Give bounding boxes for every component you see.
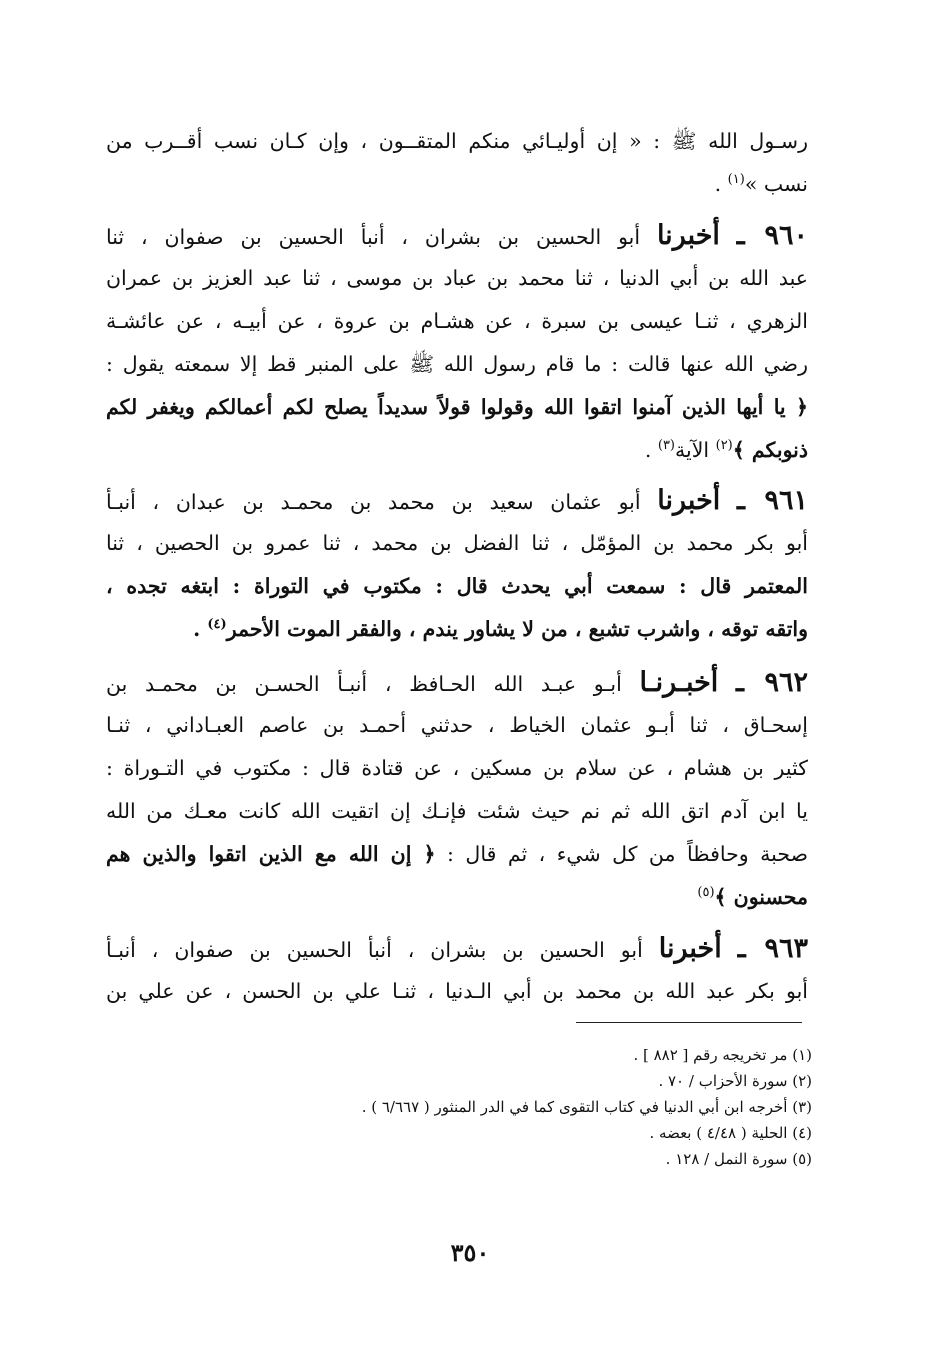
page-number: ٣٥٠ bbox=[450, 1238, 490, 1267]
footnote-3: (٣) أخرجه ابن أبي الدنيا في كتاب التقوى كما في الدر المنثور ( ٦/٦٦٧ ) . bbox=[361, 1098, 812, 1116]
text-line: محسنون ﴾$^{(٥)}$ bbox=[697, 885, 808, 909]
footnote-1: (١) مر تخريجه رقم [ ٨٨٢ ] . bbox=[633, 1046, 812, 1064]
text-line: عبد الله بن أبي الدنيا ، ثنا محمد بن عباد بن موسى ، ثنا عبد العزيز بن عمران bbox=[106, 266, 808, 290]
hadith-entry-963 bbox=[106, 927, 808, 1013]
text-line: ٩٦٠ ـ أخبرنا أبو الحسين بن بشران ، أنبأ الحسين بن صفوان ، ثنا bbox=[106, 220, 808, 251]
text-line: رسـول الله ﷺ : « إن أوليـائي منكم المتقــون ، وإن كـان نسب أقــرب من bbox=[106, 129, 808, 153]
entry-keyword: أخبرنا bbox=[657, 485, 721, 516]
footnote-2: (٢) سورة الأحزاب / ٧٠ . bbox=[658, 1072, 812, 1090]
footnote-5: (٥) سورة النمل / ١٢٨ . bbox=[665, 1150, 812, 1168]
hadith-entry-961 bbox=[106, 479, 808, 651]
entry-keyword: أخبـرنـا bbox=[639, 667, 719, 698]
text-line: أبو بكر محمد بن المؤمّل ، ثنا الفضل بن محمد ، ثنا عمرو بن الحصين ، ثنا bbox=[106, 531, 808, 555]
entry-number: ٩٦٢ ـ bbox=[736, 667, 808, 698]
entry-number: ٩٦٣ ـ bbox=[737, 933, 808, 964]
footnote-ref: (١) bbox=[727, 172, 745, 188]
text-line: الزهري ، ثنـا عيسى بن سبرة ، عن هشـام بن عروة ، عن أبيـه ، عن عائشـة bbox=[106, 309, 808, 333]
entry-keyword: أخبرنا bbox=[658, 933, 722, 964]
footnote-separator bbox=[576, 1022, 802, 1023]
text-line: ذنوبكم ﴾$^{(٢)}$ الآية$^{(٣)}$ . bbox=[644, 438, 808, 462]
entry-keyword: أخبرنا bbox=[656, 220, 720, 251]
text-line: المعتمر قال : سمعت أبي يحدث قال : مكتوب في التوراة : ابتغه تجده ، bbox=[106, 574, 808, 598]
hadith-entry-962 bbox=[106, 661, 808, 919]
text-line: ٩٦٢ ـ أخبـرنـا أبـو عبـد الله الحـافظ ، أنبـأ الحسـن بن محمـد بن bbox=[106, 667, 808, 698]
footnote-ref: (٥) bbox=[697, 885, 715, 901]
text-line: رضي الله عنها قالت : ما قام رسول الله ﷺ على المنبر قط إلا سمعته يقول : bbox=[106, 352, 808, 376]
footnote-ref: (٢) bbox=[715, 438, 733, 454]
footnote-4: (٤) الحلية ( ٤/٤٨ ) بعضه . bbox=[649, 1124, 812, 1142]
text-line: أبو بكر عبد الله بن محمد بن أبي الـدنيا ، ثنـا علي بن الحسن ، عن علي بن bbox=[106, 979, 808, 1003]
text-line: ٩٦٣ ـ أخبرنا أبو الحسين بن بشران ، أنبأ الحسين بن صفوان ، أنبـأ bbox=[106, 933, 808, 964]
text-line: كثير بن هشام ، عن سلام بن مسكين ، عن قتادة قال : مكتوب في التـوراة : bbox=[106, 756, 808, 780]
text-line: يا ابن آدم اتق الله ثم نم حيث شئت فإنـك إن اتقيت الله كانت معـك من الله bbox=[106, 799, 808, 823]
text-line: ٩٦١ ـ أخبرنا أبو عثمان سعيد بن محمد بن محمـد بن عبدان ، أنبـأ bbox=[106, 485, 808, 516]
hadith-entry-960 bbox=[106, 214, 808, 472]
entry-number: ٩٦١ ـ bbox=[736, 485, 808, 516]
text-line: نسب »$^{(١)}$ . bbox=[714, 172, 808, 196]
text-line: صحبة وحافظاً من كل شيء ، ثم قال : ﴿ إن الله مع الذين اتقوا والذين هم bbox=[106, 842, 808, 866]
text-line: إسحـاق ، ثنا أبـو عثمان الخياط ، حدثني أحمـد بن عاصم العبـاداني ، ثنـا bbox=[106, 713, 808, 737]
footnote-ref: (٣) bbox=[657, 438, 675, 454]
footnote-ref: (٤) bbox=[207, 617, 227, 633]
entry-number: ٩٦٠ ـ bbox=[736, 220, 808, 251]
quran-verse: ﴿ إن الله مع الذين اتقوا والذين هم bbox=[106, 842, 436, 866]
quran-verse-line: ﴿ يا أيها الذين آمنوا اتقوا الله وقولوا قولاً سديداً يصلح لكم أعمالكم ويغفر لكم bbox=[106, 395, 808, 419]
footnotes bbox=[260, 1042, 812, 1172]
continuation-paragraph bbox=[106, 120, 808, 206]
text-line: واتقه توقه ، واشرب تشبع ، من لا يشاور يندم ، والفقر الموت الأحمر$^{(٤)}$ . bbox=[193, 617, 808, 641]
